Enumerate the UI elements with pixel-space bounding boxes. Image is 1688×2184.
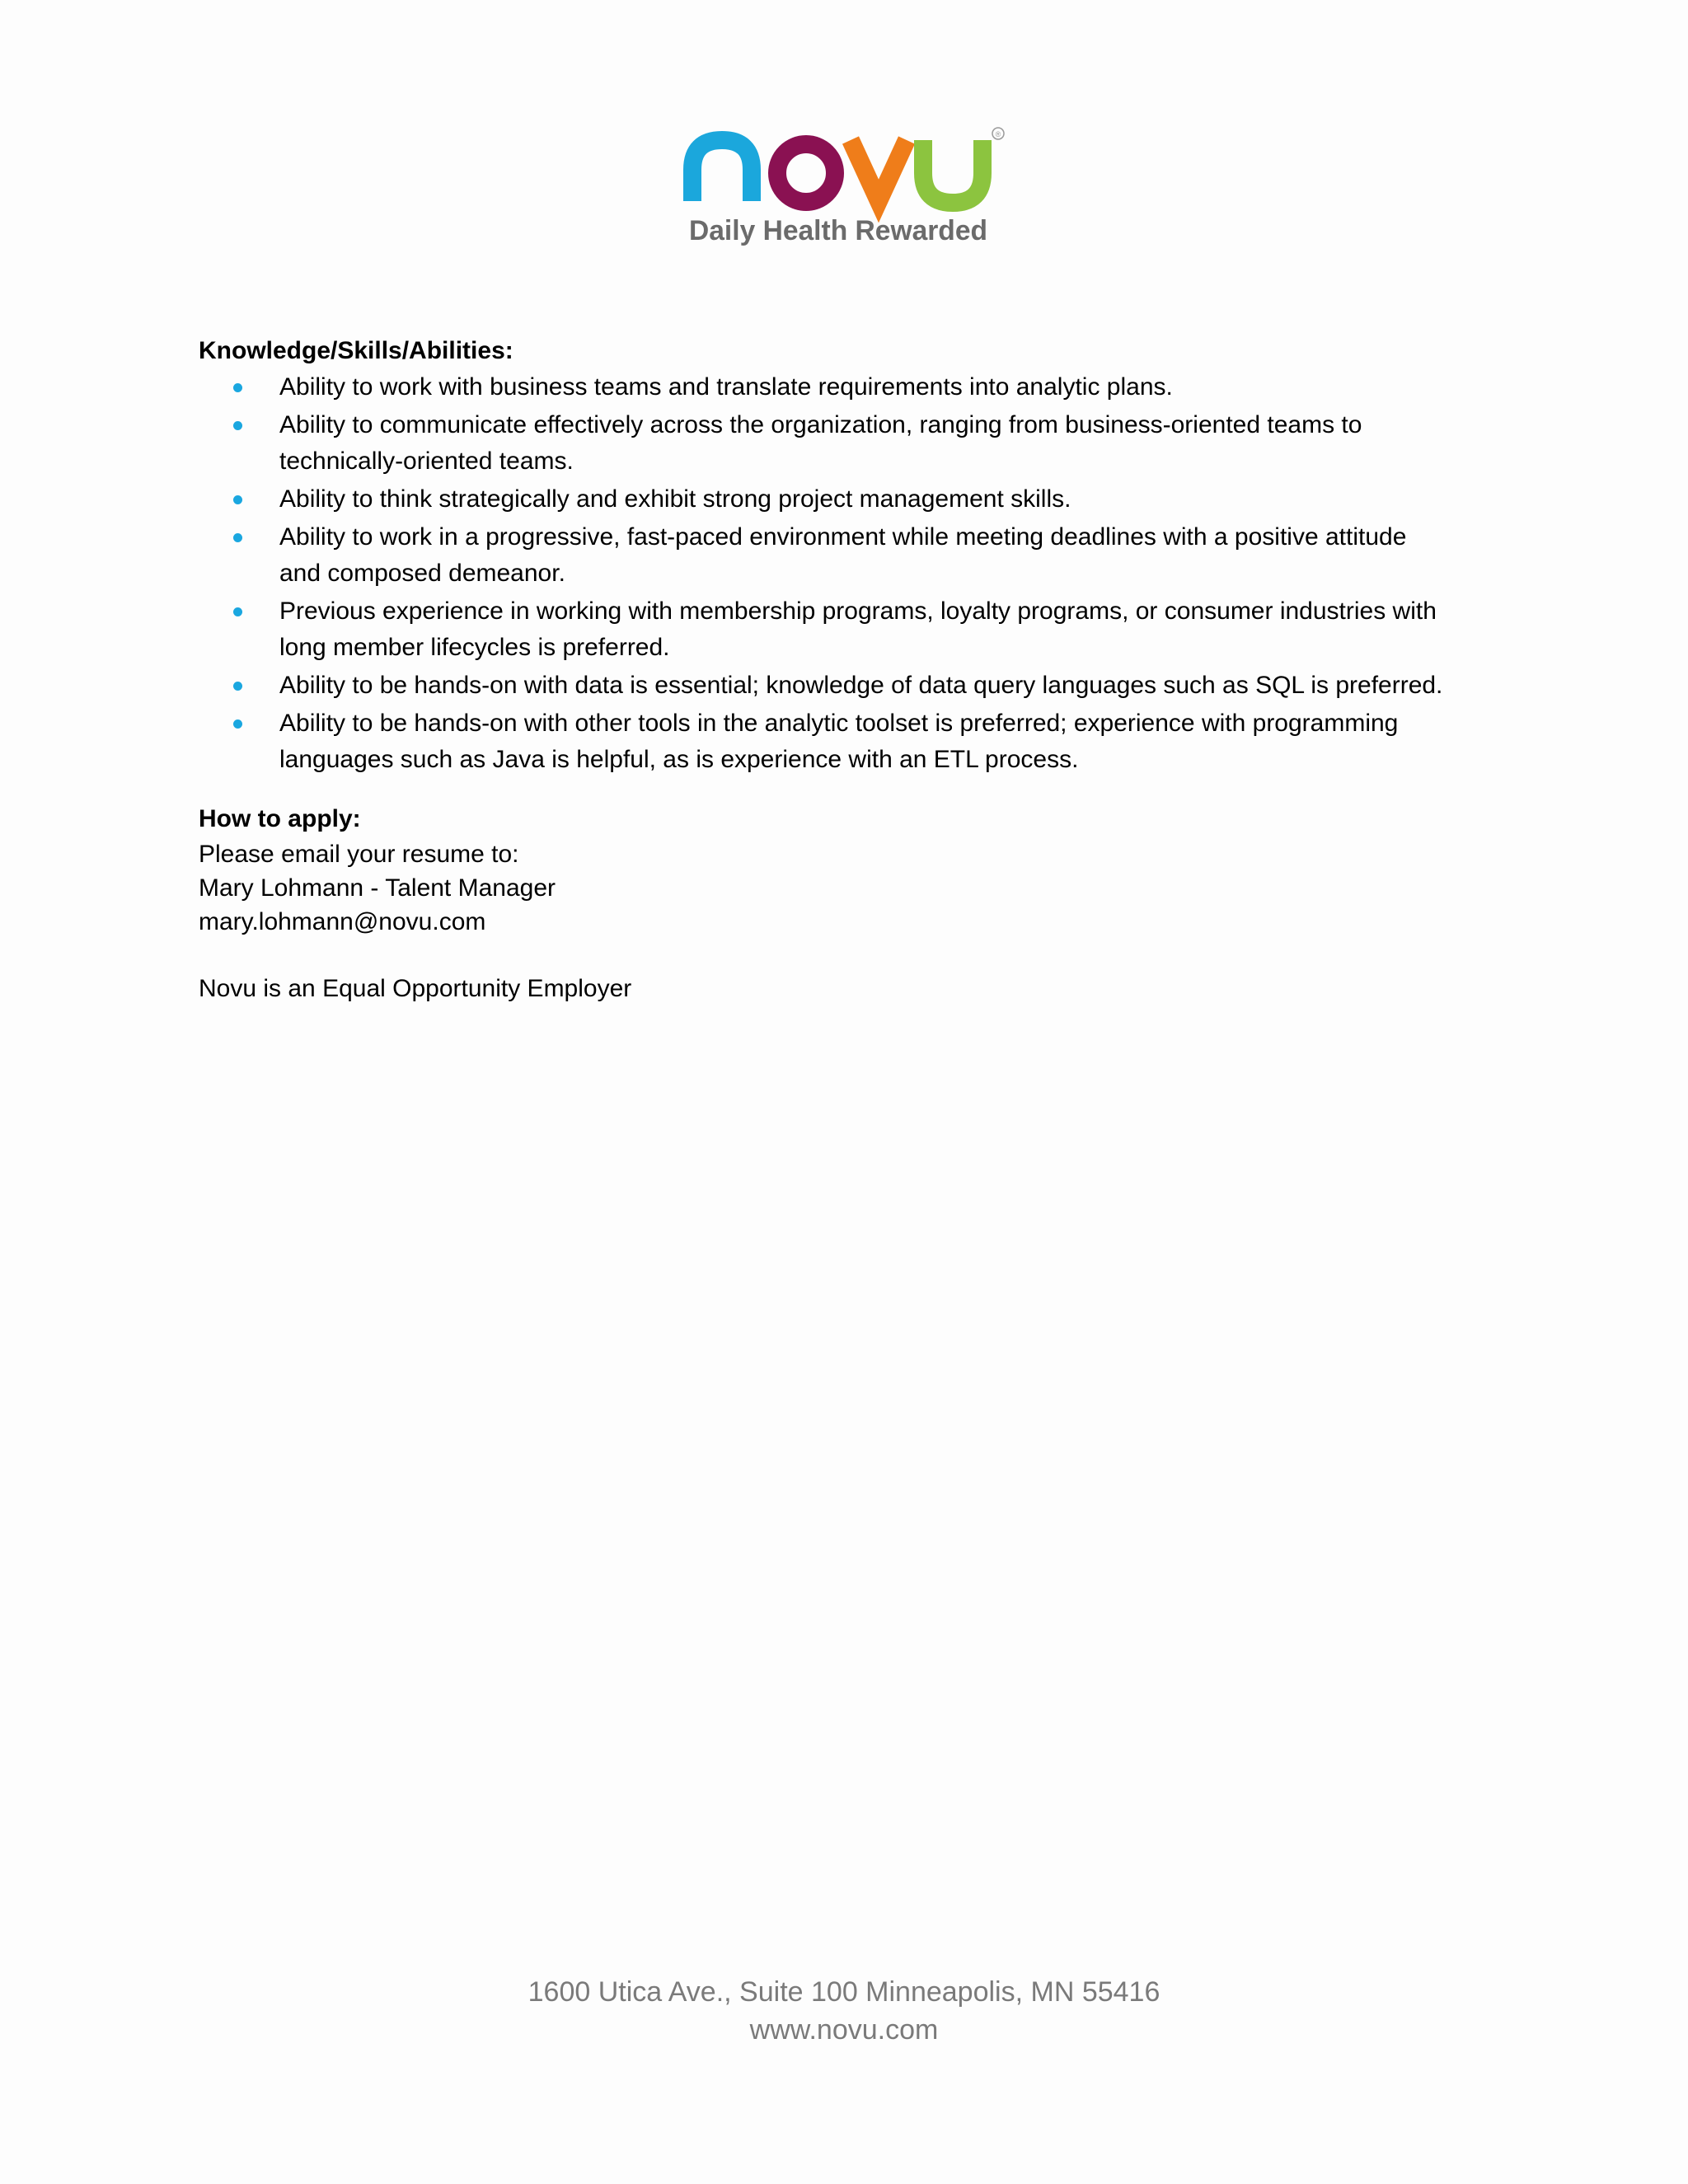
logo-letter-n [692,140,752,201]
list-item-text: Ability to communicate effectively across the organization, ranging from business-oriented teams to [279,411,1362,438]
logo-registered-mark: ® [995,130,1001,138]
list-item-text: Ability to work in a progressive, fast-paced environment while meeting deadlines with a positive attitude [279,523,1407,551]
bullet-icon [233,719,242,729]
apply-instruction: Please email your resume to: [199,841,519,868]
page-footer [0,1973,1688,2049]
bullet-icon [233,495,242,504]
list-item [199,705,1517,778]
apply-email[interactable]: mary.lohmann@novu.com [199,908,486,935]
list-item [199,593,1517,666]
list-item-text-cont: languages such as Java is helpful, as is experience with an ETL process. [279,746,1079,773]
job-posting-content [199,333,1517,1005]
how-to-apply-heading: How to apply: [199,805,361,832]
footer-website[interactable]: www.novu.com [749,2014,939,2046]
ksa-heading: Knowledge/Skills/Abilities: [199,337,513,364]
list-item [199,369,1517,405]
ksa-list [199,369,1517,778]
logo-letter-v [851,140,907,201]
list-item-text: Ability to think strategically and exhibit strong project management skills. [279,485,1071,513]
list-item [199,668,1517,704]
list-item-text: Ability to be hands-on with other tools in the analytic toolset is preferred; experience with programming [279,710,1399,737]
list-item-text: Ability to be hands-on with data is essential; knowledge of data query languages such as SQL is preferred. [279,672,1443,699]
list-item [199,519,1517,592]
footer-address: 1600 Utica Ave., Suite 100 Minneapolis, MN 55416 [528,1976,1160,2008]
eeo-statement: Novu is an Equal Opportunity Employer [199,975,632,1002]
list-item [199,481,1517,518]
logo-letter-o [777,144,835,202]
list-item-text: Ability to work with business teams and translate requirements into analytic plans. [279,373,1173,401]
list-item [199,407,1517,480]
bullet-icon [233,421,242,430]
list-item-text: Previous experience in working with membership programs, loyalty programs, or consumer industries with [279,598,1437,625]
bullet-icon [233,682,242,691]
novu-logo [682,122,1006,254]
list-item-text-cont: and composed demeanor. [279,560,565,587]
list-item-text-cont: long member lifecycles is preferred. [279,634,670,661]
novu-logo-graphic [682,122,1006,254]
bullet-icon [233,383,242,392]
logo-letter-u [923,140,982,203]
bullet-icon [233,533,242,542]
list-item-text-cont: technically-oriented teams. [279,448,574,475]
bullet-icon [233,607,242,616]
logo-tagline: Daily Health Rewarded [689,215,987,246]
apply-contact: Mary Lohmann - Talent Manager [199,874,556,902]
